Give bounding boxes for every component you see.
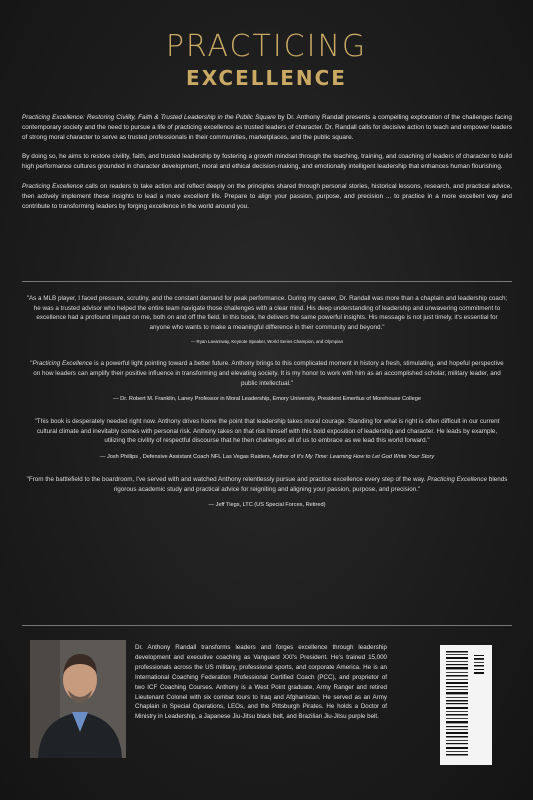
endorsement-body: blends rigorous academic study and practical advice for reigniting and aligning your passion, purpose, and precision." [113,475,508,493]
book-blurb [22,113,512,221]
title-line-1: PRACTICING [165,29,368,64]
cover-title [0,30,533,90]
title-line-2: EXCELLENCE [186,66,347,90]
endorsements [26,294,508,523]
blurb-book-title: Practicing Excellence: Restoring Civility, Faith & Trusted Leadership in the Public Square [22,114,276,121]
divider [22,281,512,282]
attribution-text: — Josh Phillips , Defensive Assistant Coach NFL Las Vegas Raiders, Author of [99,453,297,460]
blurb-text: calls on readers to take action and reflect deeply on the principles shared through personal stories, historical lessons, research, and practical advice, then actively implement these insights to lead a more excellent life. Prepare to align your passion, purpose, and precision ... to practice in a more excellent way and contribute to transforming leaders by forging excellence in the world around you. [22,182,512,210]
endorsement-book-title: Practicing Excellence [427,475,488,483]
barcode [440,645,492,765]
endorsement [26,475,508,510]
endorsement-text: "As a MLB player, I faced pressure, scrutiny, and the constant demand for peak performance. During my career, Dr. Randall was more than a chaplain and leadership coach; he was a trusted advisor who helped the entire team navigate those challenges with a clear mind. His deep understanding of leadership and unwavering commitment to excellence had a profound impact on me, both on and off the field. In this book, he delivers the same powerful insights. His message is not just timely, it's essential for anyone who wants to make a meaningful difference in their community and beyond." [26,295,508,331]
endorsement [26,417,508,462]
blurb-paragraph-3 [22,182,512,211]
divider [22,625,512,626]
blurb-text: by Dr. Anthony Randall presents a compelling exploration of the challenges facing contemporary society and the need to pursue a life of practicing excellence as trusted leaders of character. Dr. Randall calls for decisive action to teach and empower leaders of strong moral character to serve as trusted professionals in their communities, marketplaces, and the public square. [22,114,512,141]
endorsement [26,294,508,346]
endorsement-attribution: — Jeff Tiegs, LTC (US Special Forces, Retired) [208,502,326,509]
blurb-book-title: Practicing Excellence [22,182,84,190]
blurb-paragraph-1 [22,113,512,142]
author-photo [30,640,126,758]
endorsement-book-title: Practicing Excellence [32,360,93,368]
blurb-paragraph-2: By doing so, he aims to restore civility, faith, and trusted leadership by fostering a growth mindset through the teaching, training, and coaching of leaders of character to build high performance cultures grounded in character development, moral and ethical decision-making, and emotionally intelligent leadership that enhances human flourishing. [22,153,512,171]
endorsement-attribution [26,453,508,462]
endorsement-attribution: — Dr. Robert M. Franklin, Laney Professor in Moral Leadership, Emory University, President Emeritus of Morehouse College [113,396,421,403]
endorsement-text [26,475,508,494]
endorsement-text [26,359,508,388]
endorsement-body: is a powerful light pointing toward a better future. Anthony brings to this complicated moment in history a fresh, stimulating, and hopeful perspective on how leaders can amplify their positive influence in transforming and elevating society. It is my honor to work with him as an accomplished scholar, military leader, and public intellectual." [33,360,504,387]
endorsement [26,359,508,404]
endorsement-text: "This book is desperately needed right now. Anthony drives home the point that leadership takes moral courage. Standing for what is right is often difficult in our current cultural climate and inevitably comes with personal risk. Anthony takes on that risk himself with this bold exposition of leadership and character. He leads by example, utilizing the civility of respectful discourse that he then challenges all of us to embrace as we lead this world forward." [34,418,500,445]
barcode-icon [440,645,492,765]
endorsement-attribution: — Ryan Lavarnway, Keynote Speaker, World Series Champion, and Olympian [190,339,344,345]
author-bio: Dr. Anthony Randall transforms leaders and forges excellence through leadership development and executive coaching as Vanguard XXI's President. He's trained 15,000 professionals across the US military, professional sports, and corporate America. He is an International Coaching Federation Professional Certified Coach (PCC), and proprietor of two ICF Coaching Courses. Anthony is a West Point graduate, Army Ranger and retired Lieutenant Colonel with six combat tours to Iraq and Afghanistan. He served as an Army Chaplain in Special Operations, LEOs, and the Pittsburgh Pirates. He holds a Doctor of Ministry in Leadership, a Japanese Jiu-Jitsu black belt, and Brazilian Jiu-Jitsu purple belt. [135,644,387,721]
attribution-book-title: It's My Time: Learning How to Let God Write Your Story [296,453,435,460]
endorsement-body: "From the battlefield to the boardroom, I've served with and watched Anthony relentlessly pursue and practice excellence every step of the way. [26,475,428,483]
author-portrait-icon [30,640,126,758]
quote-open: " [30,360,33,368]
